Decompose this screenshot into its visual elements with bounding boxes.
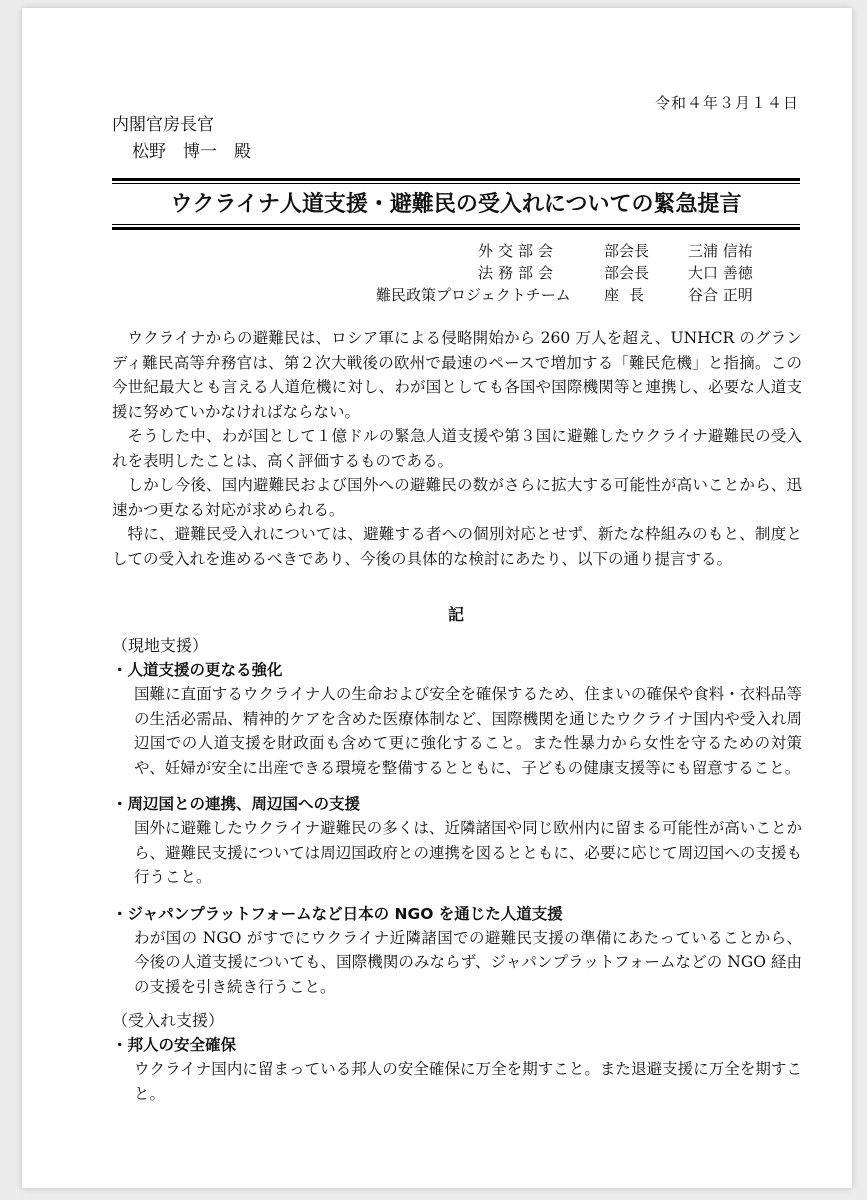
- title-rule-top-thick: [112, 178, 800, 181]
- author-name: 三浦 信祐: [688, 242, 753, 260]
- addressee-block: [112, 112, 251, 166]
- author-row: [376, 262, 760, 284]
- title-rule-top-thin: [112, 183, 800, 184]
- document-date: 令和４年３月１４日: [655, 94, 800, 112]
- item-body: わが国の NGO がすでにウクライナ近隣諸国での避難民支援の準備にあたっていることから、今後の人道支援についても、国際機関のみならず、ジャパンプラットフォームなどの NGO 経由の支援を引き続き行うこと。: [134, 928, 802, 996]
- intro-paragraph: 特に、避難民受入れについては、避難する者への個別対応とせず、新たな枠組みのもと、制度としての受入れを進めるべきであり、今後の具体的な検討にあたり、以下の通り提言する。: [112, 525, 802, 568]
- category-label: （現地支援）: [112, 636, 209, 655]
- author-org: 法務部会: [478, 264, 559, 282]
- document-page: [22, 8, 852, 1188]
- intro-body: [112, 326, 802, 571]
- author-row: [376, 240, 760, 262]
- author-name: 谷合 正明: [688, 286, 753, 304]
- author-role: 座長: [604, 286, 655, 304]
- item-title: ・人道支援の更なる強化: [112, 661, 283, 679]
- addressee-name: 松野 博一 殿: [132, 142, 251, 162]
- author-name: 大口 善徳: [688, 264, 753, 282]
- proposal-sections: [112, 634, 802, 1106]
- memo-heading: 記: [447, 605, 464, 624]
- item-body: 国外に避難したウクライナ避難民の多くは、近隣諸国や同じ欧州内に留まる可能性が高いことから、避難民支援については周辺国政府との連携を図るとともに、必要に応じて周辺国への支援も行うこと。: [134, 819, 802, 886]
- spacer: [112, 999, 802, 1009]
- category-label: （受入れ支援）: [112, 1011, 225, 1030]
- author-row: [376, 284, 760, 306]
- document-title: ウクライナ人道支援・避難民の受入れについての緊急提言: [170, 192, 742, 217]
- item-title: ・周辺国との連携、周辺国への支援: [112, 795, 361, 813]
- item-body: 国難に直面するウクライナ人の生命および安全を確保するため、住まいの確保や食料・衣料品等の生活必需品、精神的ケアを含めた医療体制など、国際機関を通じたウクライナ国内や受入れ周辺国での人道支援を財政面も含めて更に強化すること。また性暴力から女性を守るための対策や、妊婦が安全に出産できる環境を整備するとともに、子どもの健康支援等にも留意すること。: [134, 685, 802, 777]
- authors-block: [376, 240, 760, 306]
- intro-paragraph: しかし今後、国内避難民および国外への避難民の数がさらに拡大する可能性が高いことから、迅速かつ更なる対応が求められる。: [112, 476, 802, 519]
- title-rule-bottom-thick: [112, 227, 800, 230]
- intro-paragraph: ウクライナからの避難民は、ロシア軍による侵略開始から 260 万人を超え、UNHCR のグランディ難民高等弁務官は、第２次大戦後の欧州で最速のペースで増加する「難民危機」と指摘。この今世紀最大とも言える人道危機に対し、わが国としても各国や国際機関等と連携し、必要な人道支援に努めていかなければならない。: [112, 329, 802, 421]
- author-role: 部会長: [604, 242, 650, 260]
- spacer: [112, 780, 802, 792]
- author-role: 部会長: [604, 264, 650, 282]
- intro-paragraph: そうした中、わが国として１億ドルの緊急人道支援や第３国に避難したウクライナ避難民の受入れを表明したことは、高く評価するものである。: [112, 427, 802, 470]
- addressee-title: 内閣官房長官: [112, 115, 214, 135]
- author-org: 難民政策プロジェクトチーム: [376, 286, 571, 304]
- title-rule-bottom-thin: [112, 224, 800, 225]
- spacer: [112, 890, 802, 902]
- item-title: ・ジャパンプラットフォームなど日本の NGO を通じた人道支援: [112, 904, 563, 923]
- item-title: ・邦人の安全確保: [112, 1036, 237, 1054]
- item-body: ウクライナ国内に留まっている邦人の安全確保に万全を期すこと。また退避支援に万全を期すこと。: [134, 1060, 802, 1103]
- author-org: 外交部会: [478, 242, 559, 260]
